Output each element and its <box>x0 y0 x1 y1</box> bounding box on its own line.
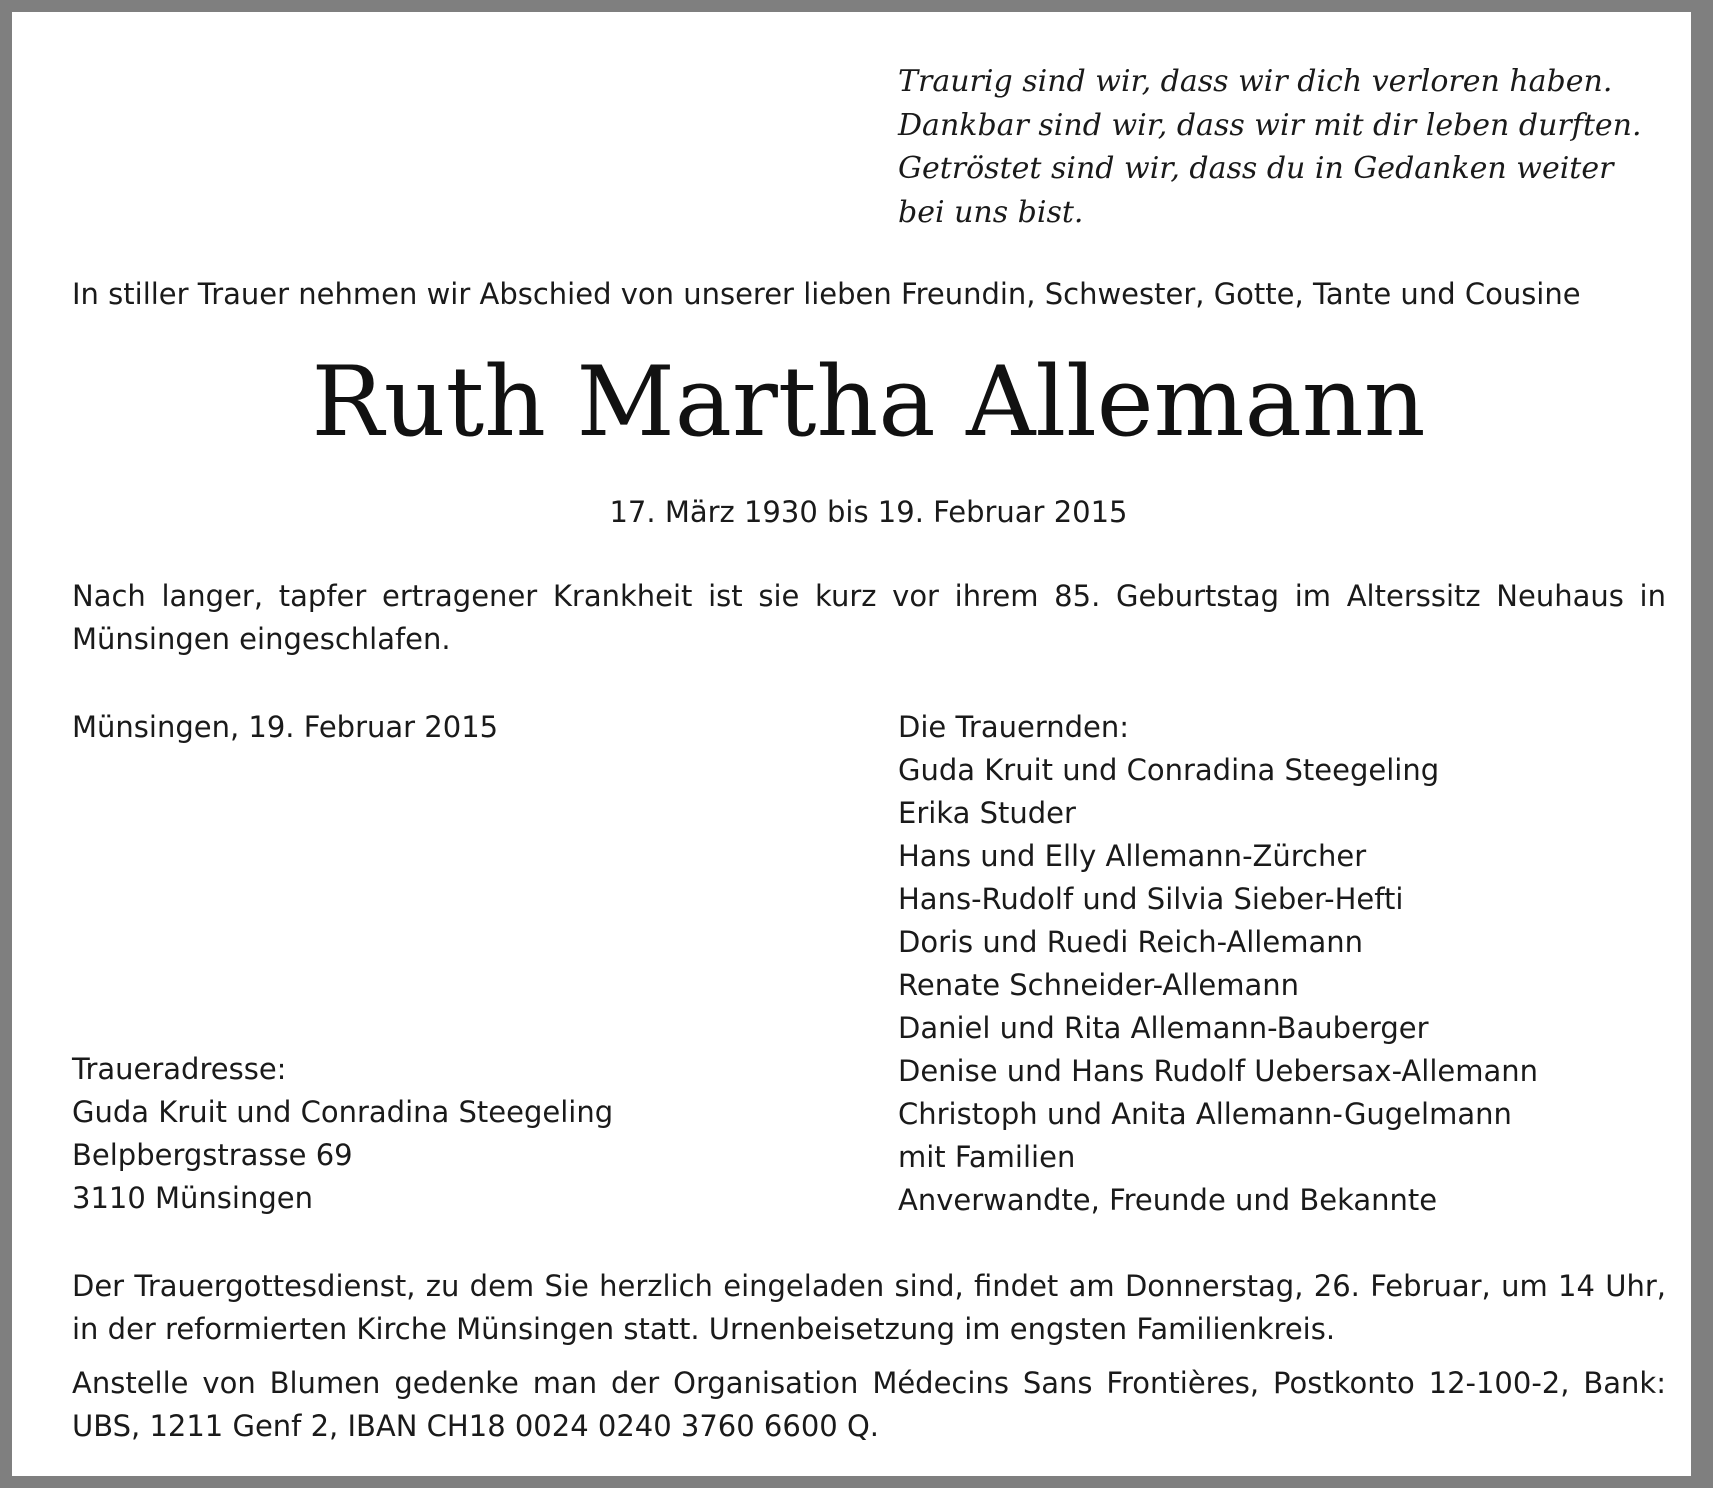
mourner-entry: Doris und Ruedi Reich-Allemann <box>898 925 1363 959</box>
mourner-entry: Denise und Hans Rudolf Uebersax-Allemann <box>898 1054 1538 1088</box>
service-paragraph: Der Trauergottesdienst, zu dem Sie herzlich eingeladen sind, findet am Donnerstag, 26. Februar, um 14 Uhr, in der reformierten Kirche Münsingen statt. Urnenbeisetzung im engsten Familienkreis. <box>72 1269 1666 1346</box>
mourner-entry: Christoph und Anita Allemann-Gugelmann <box>898 1097 1512 1131</box>
donation-paragraph: Anstelle von Blumen gedenke man der Organisation Médecins Sans Frontières, Postkonto 12-100-2, Bank: UBS, 1211 Genf 2, IBAN CH18 0024 0240 3760 6600 Q. <box>72 1366 1666 1443</box>
mourners-heading: Die Trauernden: <box>898 710 1130 744</box>
motto-line: Getröstet sind wir, dass du in Gedanken weiter <box>898 151 1614 186</box>
motto-line: Traurig sind wir, dass wir dich verloren haben. <box>898 64 1613 99</box>
mourning-address <box>72 1048 613 1220</box>
mourner-entry: Hans-Rudolf und Silvia Sieber-Hefti <box>898 882 1404 916</box>
mourner-entry: Renate Schneider-Allemann <box>898 968 1300 1002</box>
illness-paragraph: Nach langer, tapfer ertragener Krankheit ist sie kurz vor ihrem 85. Geburtstag im Alterssitz Neuhaus in Münsingen eingeschlafen. <box>72 579 1666 656</box>
mourner-entry: Daniel und Rita Allemann-Bauberger <box>898 1011 1429 1045</box>
address-heading: Traueradresse: <box>72 1052 287 1086</box>
mourner-entry: Erika Studer <box>898 796 1076 830</box>
mourner-entry: Hans und Elly Allemann-Zürcher <box>898 839 1367 873</box>
address-line: Belpbergstrasse 69 <box>72 1138 353 1172</box>
deceased-name: Ruth Martha Allemann <box>311 346 1426 458</box>
mourners-list <box>898 706 1538 1222</box>
mourner-entry: Anverwandte, Freunde und Bekannte <box>898 1183 1438 1217</box>
address-line: Guda Kruit und Conradina Steegeling <box>72 1095 614 1129</box>
mourner-entry: Guda Kruit und Conradina Steegeling <box>898 753 1440 787</box>
place-and-date: Münsingen, 19. Februar 2015 <box>72 710 499 744</box>
address-line: 3110 Münsingen <box>72 1181 313 1215</box>
motto-verse <box>898 60 1658 234</box>
motto-line: bei uns bist. <box>898 194 1084 230</box>
intro-text: In stiller Trauer nehmen wir Abschied von unserer lieben Freundin, Schwester, Gotte, Tante und Cousine <box>72 277 1581 311</box>
motto-line: Dankbar sind wir, dass wir mit dir leben durften. <box>898 107 1642 143</box>
life-dates: 17. März 1930 bis 19. Februar 2015 <box>609 495 1128 529</box>
mourner-entry: mit Familien <box>898 1140 1076 1174</box>
